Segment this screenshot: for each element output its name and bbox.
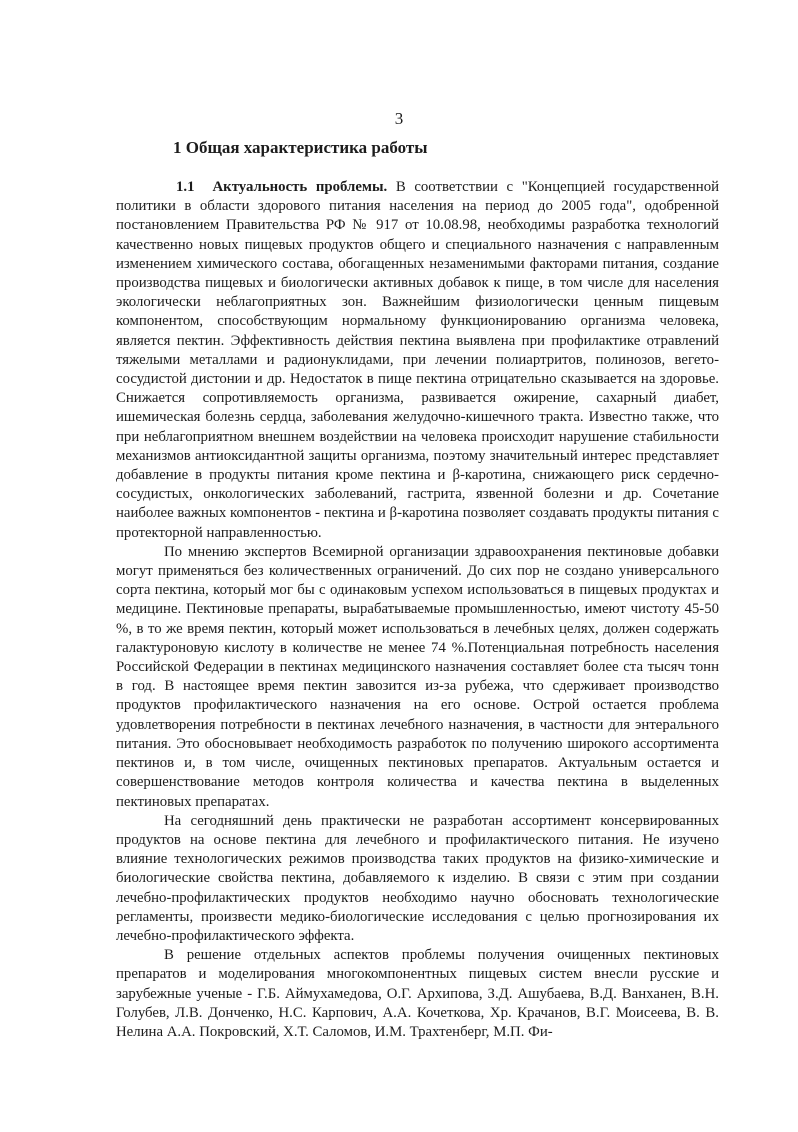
paragraph-text: В соответствии с "Концепцией государственной политики в области здорового питания населения на период до 2005 года", одобренной постановлением Правительства РФ № 917 от 10.08.98, необходимы разработка технологий качественно новых пищевых продуктов общего и специального назначения с направленным изменением химического состава, обогащенных незаменимыми факторами питания, создание производства пищевых и биологически активных добавок к пище, в том числе для населения экологически неблагоприятных зон. Важнейшим физиологически ценным пищевым компонентом, способствующим нормальному функционированию организма человека, является пектин. Эффективность действия пектина выявлена при профилактике отравлений тяжелыми металлами и радионуклидами, при лечении полиартритов, полинозов, вегето-сосудистой дистонии и др. Недостаток в пище пектина отрицательно сказывается на здоровье. Снижается сопротивляемость организма, развивается ожирение, сахарный диабет, ишемическая болезнь сердца, заболевания желудочно-кишечного тракта. Известно также, что при неблагоприятном внешнем воздействии на человека происходит нарушение стабильности механизмов антиоксидантной защиты организма, поэтому значительный интерес представляет добавление в продукты питания кроме пектина и β-каротина, снижающего риск сердечно-сосудистых, онкологических заболеваний, гастрита, язвенной болезни и др. Сочетание наиболее важных компонентов - пектина и β-каротина позволяет создавать продукты питания с протекторной направленностью.	[116, 179, 720, 541]
paragraph-relevance	[116, 178, 719, 543]
section-heading: 1 Общая характеристика работы	[173, 138, 428, 157]
body-text	[116, 178, 719, 1042]
subsection-title: Актуальность проблемы.	[212, 179, 388, 195]
subsection-number: 1.1	[176, 179, 195, 195]
page-number: 3	[394, 109, 404, 128]
paragraph: На сегодняшний день практически не разработан ассортимент консервированных продуктов на основе пектина для лечебного и профилактического питания. Не изучено влияние технологических режимов производства таких продуктов на физико-химические и биологические свойства пектина, добавляемого к изделию. В связи с этим при создании лечебно-профилактических продуктов необходимо научно обосновать технологические регламенты, произвести медико-биологические исследования с целью прогнозирования их лечебно-профилактического эффекта.	[116, 812, 719, 944]
paragraph: В решение отдельных аспектов проблемы получения очищенных пектиновых препаратов и моделирования многокомпонентных пищевых систем внесли русские и зарубежные ученые - Г.Б. Аймухамедова, О.Г. Архипова, З.Д. Ашубаева, В.Д. Ванханен, В.Н. Голубев, Л.В. Донченко, Н.С. Карпович, А.А. Кочеткова, Хр. Крачанов, В.Г. Моисеева, В. В. Нелина А.А. Покровский, Х.Т. Саломов, И.М. Трахтенберг, М.П. Фи-	[116, 947, 719, 1040]
paragraph: По мнению экспертов Всемирной организации здравоохранения пектиновые добавки могут применяться без количественных ограничений. До сих пор не создано универсального сорта пектина, который мог бы с одинаковым успехом использоваться в пищевых продуктах и медицине. Пектиновые препараты, вырабатываемые промышленностью, имеют чистоту 45-50 %, в то же время пектин, который может использоваться в лечебных целях, должен содержать галактуроновую кислоту в количестве не менее 74 %.Потенциальная потребность населения Российской Федерации в пектинах медицинского назначения составляет более ста тысяч тонн в год. В настоящее время пектин завозится из-за рубежа, что сдерживает производство продуктов профилактического назначения на его основе. Острой остается проблема удовлетворения потребности в пектинах лечебного назначения, в частности для энтерального питания. Это обосновывает необходимость разработок по получению широкого ассортимента пектинов и, в том числе, очищенных пектиновых препаратов. Актуальным остается и совершенствование методов контроля количества и качества пектина в выделенных пектиновых препаратах.	[116, 543, 719, 810]
